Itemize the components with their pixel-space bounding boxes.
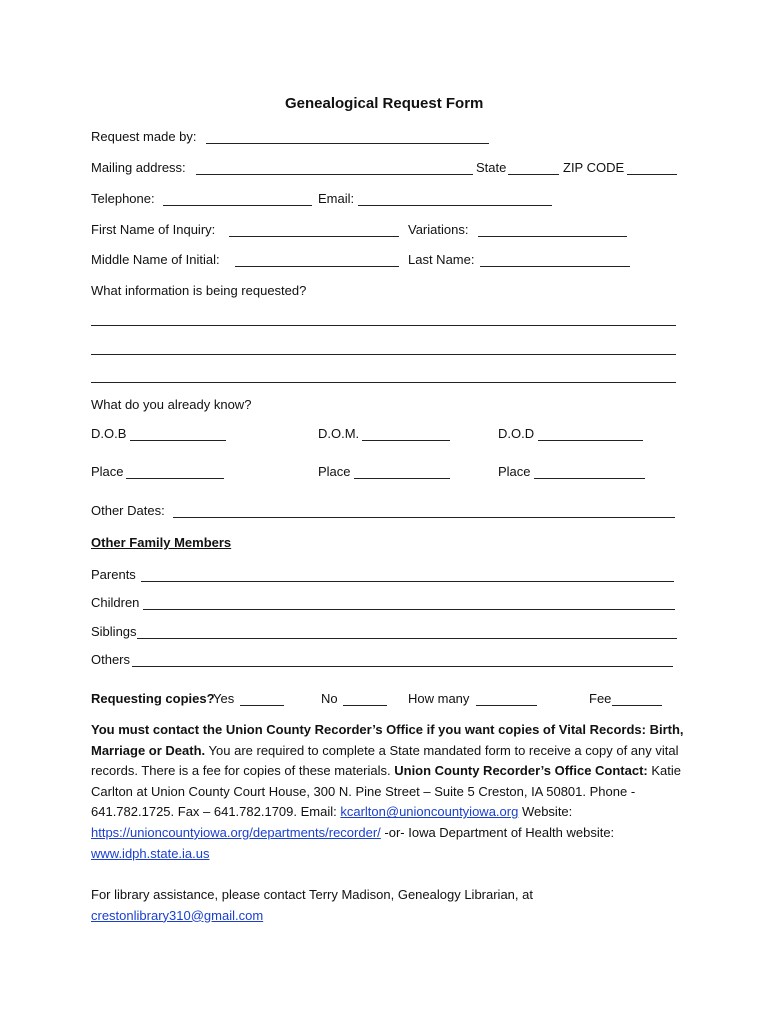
- others-field[interactable]: [132, 666, 673, 667]
- others-label: Others: [91, 652, 131, 667]
- mailing-address-label: Mailing address:: [91, 160, 186, 175]
- notice-bold-2: Union County Recorder’s Office Contact:: [394, 763, 648, 779]
- birth-place-label: Place: [91, 464, 124, 479]
- dom-label: D.O.M.: [318, 426, 360, 441]
- notice-bold-1: You must contact the Union County Recorder’s Office if you want copies of Vital Records: Birth, Marriage or Death.: [91, 722, 684, 758]
- dod-label: D.O.D: [498, 426, 535, 441]
- dom-field[interactable]: [362, 440, 450, 441]
- library-text: For library assistance, please contact Terry Madison, Genealogy Librarian, at: [91, 887, 533, 902]
- vital-records-notice: [91, 720, 691, 864]
- dob-field[interactable]: [130, 440, 226, 441]
- dod-field[interactable]: [538, 440, 643, 441]
- children-label: Children: [91, 595, 140, 610]
- other-family-heading: Other Family Members: [91, 535, 232, 550]
- state-label: State: [476, 160, 507, 175]
- variations-label: Variations:: [408, 222, 469, 237]
- zip-code-field[interactable]: [627, 174, 677, 175]
- what-info-label: What information is being requested?: [91, 283, 307, 298]
- death-place-label: Place: [498, 464, 531, 479]
- yes-label: Yes: [213, 691, 235, 706]
- library-email-link[interactable]: crestonlibrary310@gmail.com: [91, 907, 264, 923]
- marriage-place-label: Place: [318, 464, 351, 479]
- mailing-address-field[interactable]: [196, 174, 473, 175]
- notice-text-4: -or- Iowa Department of Health website:: [380, 824, 615, 840]
- state-field[interactable]: [508, 174, 559, 175]
- request-made-by-field[interactable]: [206, 143, 489, 144]
- death-place-field[interactable]: [534, 478, 645, 479]
- first-name-field[interactable]: [229, 236, 399, 237]
- last-name-label: Last Name:: [408, 252, 475, 267]
- notice-text-1: You are required to complete a State mandated form to receive a copy of any vital records. There is a fee for copies of these materials.: [91, 742, 679, 779]
- siblings-field[interactable]: [137, 638, 677, 639]
- requesting-copies-label: Requesting copies?: [91, 691, 215, 706]
- children-field[interactable]: [143, 609, 675, 610]
- birth-place-field[interactable]: [126, 478, 224, 479]
- info-line-1[interactable]: [91, 325, 676, 326]
- zip-code-label: ZIP CODE: [563, 160, 625, 175]
- email-field[interactable]: [358, 205, 552, 206]
- telephone-field[interactable]: [163, 205, 312, 206]
- idph-website-link[interactable]: www.idph.state.ia.us: [91, 845, 210, 861]
- info-line-3[interactable]: [91, 382, 676, 383]
- siblings-label: Siblings: [91, 624, 137, 639]
- marriage-place-field[interactable]: [354, 478, 450, 479]
- already-know-label: What do you already know?: [91, 397, 252, 412]
- no-field[interactable]: [343, 705, 387, 706]
- other-dates-field[interactable]: [173, 517, 675, 518]
- yes-field[interactable]: [240, 705, 284, 706]
- fee-label: Fee: [589, 691, 612, 706]
- form-title: Genealogical Request Form: [285, 95, 484, 112]
- fee-field[interactable]: [612, 705, 662, 706]
- recorder-email-link[interactable]: kcarlton@unioncountyiowa.org: [340, 804, 519, 820]
- email-label: Email:: [318, 191, 355, 206]
- notice-text-3: Website:: [518, 804, 573, 820]
- last-name-field[interactable]: [480, 266, 630, 267]
- how-many-field[interactable]: [476, 705, 537, 706]
- library-contact: [91, 885, 691, 926]
- middle-name-label: Middle Name of Initial:: [91, 252, 220, 267]
- info-line-2[interactable]: [91, 354, 676, 355]
- parents-field[interactable]: [141, 581, 674, 582]
- variations-field[interactable]: [478, 236, 627, 237]
- parents-label: Parents: [91, 567, 136, 582]
- dob-label: D.O.B: [91, 426, 127, 441]
- middle-name-field[interactable]: [235, 266, 399, 267]
- telephone-label: Telephone:: [91, 191, 155, 206]
- no-label: No: [321, 691, 338, 706]
- request-made-by-label: Request made by:: [91, 129, 197, 144]
- first-name-label: First Name of Inquiry:: [91, 222, 216, 237]
- how-many-label: How many: [408, 691, 470, 706]
- recorder-website-link[interactable]: https://unioncountyiowa.org/departments/recorder/: [91, 824, 381, 840]
- other-dates-label: Other Dates:: [91, 503, 165, 518]
- notice-text-2: Katie Carlton at Union County Court House, 300 N. Pine Street – Suite 5 Creston, IA 50801. Phone - 641.782.1725. Fax – 641.782.1709. Email:: [91, 763, 682, 820]
